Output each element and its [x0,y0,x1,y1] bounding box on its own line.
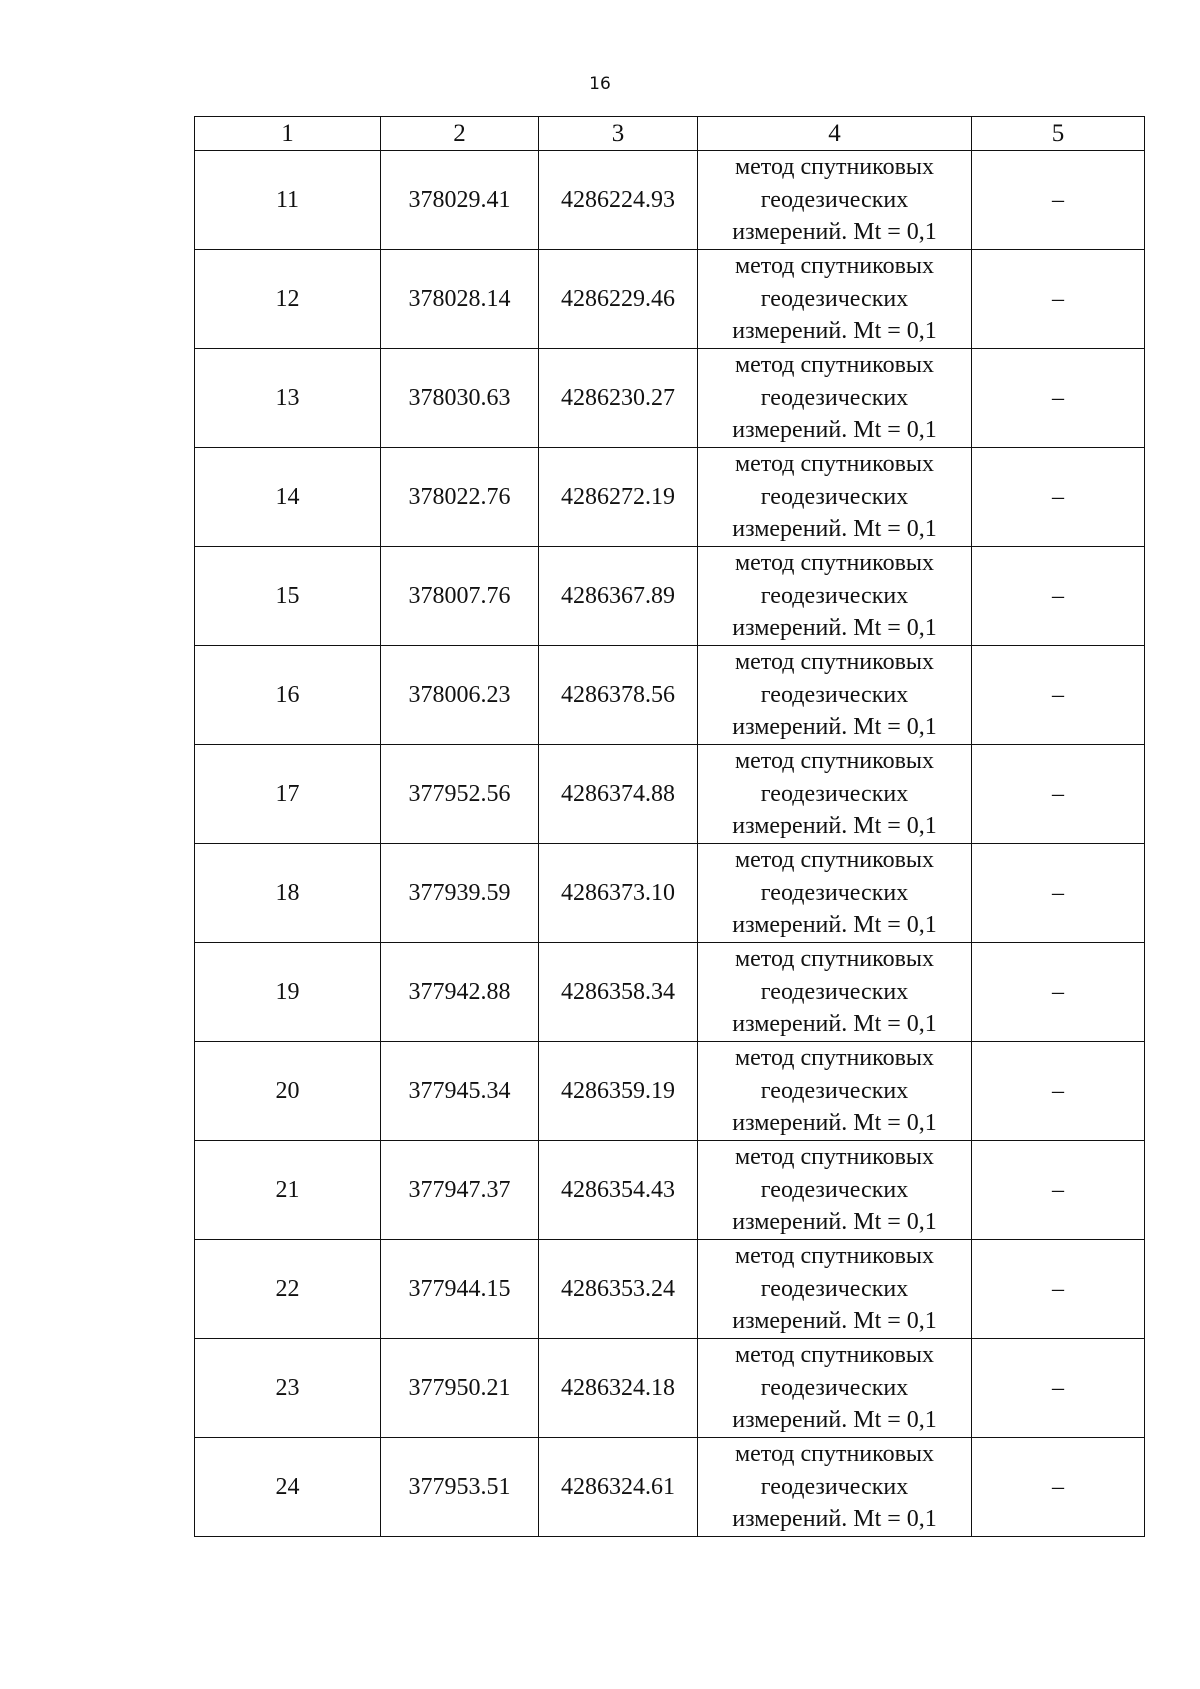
point-number-cell: 24 [195,1438,381,1537]
column-5-cell: – [972,943,1145,1042]
method-line-1: метод спутниковых [734,253,935,280]
method-line-2: геодезических [760,681,909,708]
method-line-2: геодезических [760,384,909,411]
x-coordinate-cell: 377942.88 [381,943,539,1042]
method-line-2: геодезических [760,1275,909,1302]
method-line-1: метод спутниковых [734,1045,935,1072]
method-line-2: геодезических [760,978,909,1005]
y-coordinate-cell: 4286353.24 [539,1240,698,1339]
column-5-cell: – [972,1438,1145,1537]
method-cell [698,1339,972,1438]
x-coordinate-cell: 377953.51 [381,1438,539,1537]
method-cell [698,646,972,745]
method-line-1: метод спутниковых [734,1441,935,1468]
method-line-2: геодезических [760,1176,909,1203]
table-row [195,448,1145,547]
table-row [195,151,1145,250]
x-coordinate-cell: 377944.15 [381,1240,539,1339]
y-coordinate-cell: 4286358.34 [539,943,698,1042]
point-number-cell: 11 [195,151,381,250]
table-row [195,250,1145,349]
point-number-cell: 20 [195,1042,381,1141]
column-5-cell: – [972,151,1145,250]
y-coordinate-cell: 4286374.88 [539,745,698,844]
method-line-1: метод спутниковых [734,451,935,478]
column-5-cell: – [972,349,1145,448]
method-cell [698,943,972,1042]
method-line-3: измерений. Mt = 0,1 [732,318,937,345]
method-line-3: измерений. Mt = 0,1 [732,417,937,444]
x-coordinate-cell: 378030.63 [381,349,539,448]
method-line-2: геодезических [760,285,909,312]
method-line-1: метод спутниковых [734,847,935,874]
method-line-3: измерений. Mt = 0,1 [732,1011,937,1038]
y-coordinate-cell: 4286230.27 [539,349,698,448]
table-row [195,1438,1145,1537]
method-line-3: измерений. Mt = 0,1 [732,219,937,246]
column-5-cell: – [972,547,1145,646]
table-row [195,646,1145,745]
table-row [195,1141,1145,1240]
column-5-cell: – [972,1141,1145,1240]
method-line-3: измерений. Mt = 0,1 [732,1308,937,1335]
table-row [195,844,1145,943]
column-5-cell: – [972,250,1145,349]
point-number-cell: 17 [195,745,381,844]
method-cell [698,1141,972,1240]
point-number-cell: 21 [195,1141,381,1240]
method-line-1: метод спутниковых [734,1243,935,1270]
table-row [195,1240,1145,1339]
header-col-3: 3 [539,117,698,151]
table-row [195,547,1145,646]
method-cell [698,151,972,250]
method-cell [698,250,972,349]
y-coordinate-cell: 4286367.89 [539,547,698,646]
column-5-cell: – [972,844,1145,943]
method-line-2: геодезических [760,483,909,510]
point-number-cell: 13 [195,349,381,448]
table-row [195,745,1145,844]
point-number-cell: 16 [195,646,381,745]
point-number-cell: 22 [195,1240,381,1339]
table-header [195,117,1145,151]
x-coordinate-cell: 378028.14 [381,250,539,349]
x-coordinate-cell: 377947.37 [381,1141,539,1240]
method-line-3: измерений. Mt = 0,1 [732,813,937,840]
x-coordinate-cell: 377950.21 [381,1339,539,1438]
method-line-1: метод спутниковых [734,352,935,379]
method-line-2: геодезических [760,186,909,213]
method-line-1: метод спутниковых [734,946,935,973]
header-col-5: 5 [972,117,1145,151]
y-coordinate-cell: 4286359.19 [539,1042,698,1141]
header-col-2: 2 [381,117,539,151]
method-cell [698,1042,972,1141]
table-row [195,349,1145,448]
x-coordinate-cell: 377952.56 [381,745,539,844]
header-row [195,117,1145,151]
y-coordinate-cell: 4286373.10 [539,844,698,943]
method-cell [698,844,972,943]
method-line-3: измерений. Mt = 0,1 [732,1110,937,1137]
method-line-3: измерений. Mt = 0,1 [732,1209,937,1236]
method-line-1: метод спутниковых [734,1144,935,1171]
method-line-1: метод спутниковых [734,1342,935,1369]
method-cell [698,1240,972,1339]
y-coordinate-cell: 4286324.18 [539,1339,698,1438]
point-number-cell: 14 [195,448,381,547]
point-number-cell: 23 [195,1339,381,1438]
method-cell [698,448,972,547]
method-line-3: измерений. Mt = 0,1 [732,912,937,939]
method-cell [698,547,972,646]
point-number-cell: 15 [195,547,381,646]
method-line-2: геодезических [760,582,909,609]
method-line-1: метод спутниковых [734,550,935,577]
header-col-1: 1 [195,117,381,151]
y-coordinate-cell: 4286354.43 [539,1141,698,1240]
x-coordinate-cell: 378022.76 [381,448,539,547]
method-line-3: измерений. Mt = 0,1 [732,615,937,642]
point-number-cell: 19 [195,943,381,1042]
column-5-cell: – [972,1339,1145,1438]
y-coordinate-cell: 4286224.93 [539,151,698,250]
method-line-3: измерений. Mt = 0,1 [732,1506,937,1533]
column-5-cell: – [972,448,1145,547]
table-row [195,1042,1145,1141]
column-5-cell: – [972,745,1145,844]
coordinates-table [194,116,1145,1537]
header-col-4: 4 [698,117,972,151]
method-cell [698,349,972,448]
table-row [195,943,1145,1042]
table-body [195,151,1145,1537]
method-line-3: измерений. Mt = 0,1 [732,1407,937,1434]
x-coordinate-cell: 378029.41 [381,151,539,250]
point-number-cell: 12 [195,250,381,349]
x-coordinate-cell: 377939.59 [381,844,539,943]
method-line-3: измерений. Mt = 0,1 [732,714,937,741]
point-number-cell: 18 [195,844,381,943]
method-line-1: метод спутниковых [734,748,935,775]
x-coordinate-cell: 377945.34 [381,1042,539,1141]
x-coordinate-cell: 378006.23 [381,646,539,745]
table-row [195,1339,1145,1438]
method-line-1: метод спутниковых [734,154,935,181]
y-coordinate-cell: 4286378.56 [539,646,698,745]
method-line-3: измерений. Mt = 0,1 [732,516,937,543]
x-coordinate-cell: 378007.76 [381,547,539,646]
y-coordinate-cell: 4286324.61 [539,1438,698,1537]
y-coordinate-cell: 4286229.46 [539,250,698,349]
column-5-cell: – [972,1042,1145,1141]
method-cell [698,1438,972,1537]
method-cell [698,745,972,844]
page-number: 16 [589,74,611,94]
method-line-1: метод спутниковых [734,649,935,676]
method-line-2: геодезических [760,1374,909,1401]
y-coordinate-cell: 4286272.19 [539,448,698,547]
method-line-2: геодезических [760,780,909,807]
method-line-2: геодезических [760,1077,909,1104]
column-5-cell: – [972,1240,1145,1339]
method-line-2: геодезических [760,879,909,906]
column-5-cell: – [972,646,1145,745]
method-line-2: геодезических [760,1473,909,1500]
